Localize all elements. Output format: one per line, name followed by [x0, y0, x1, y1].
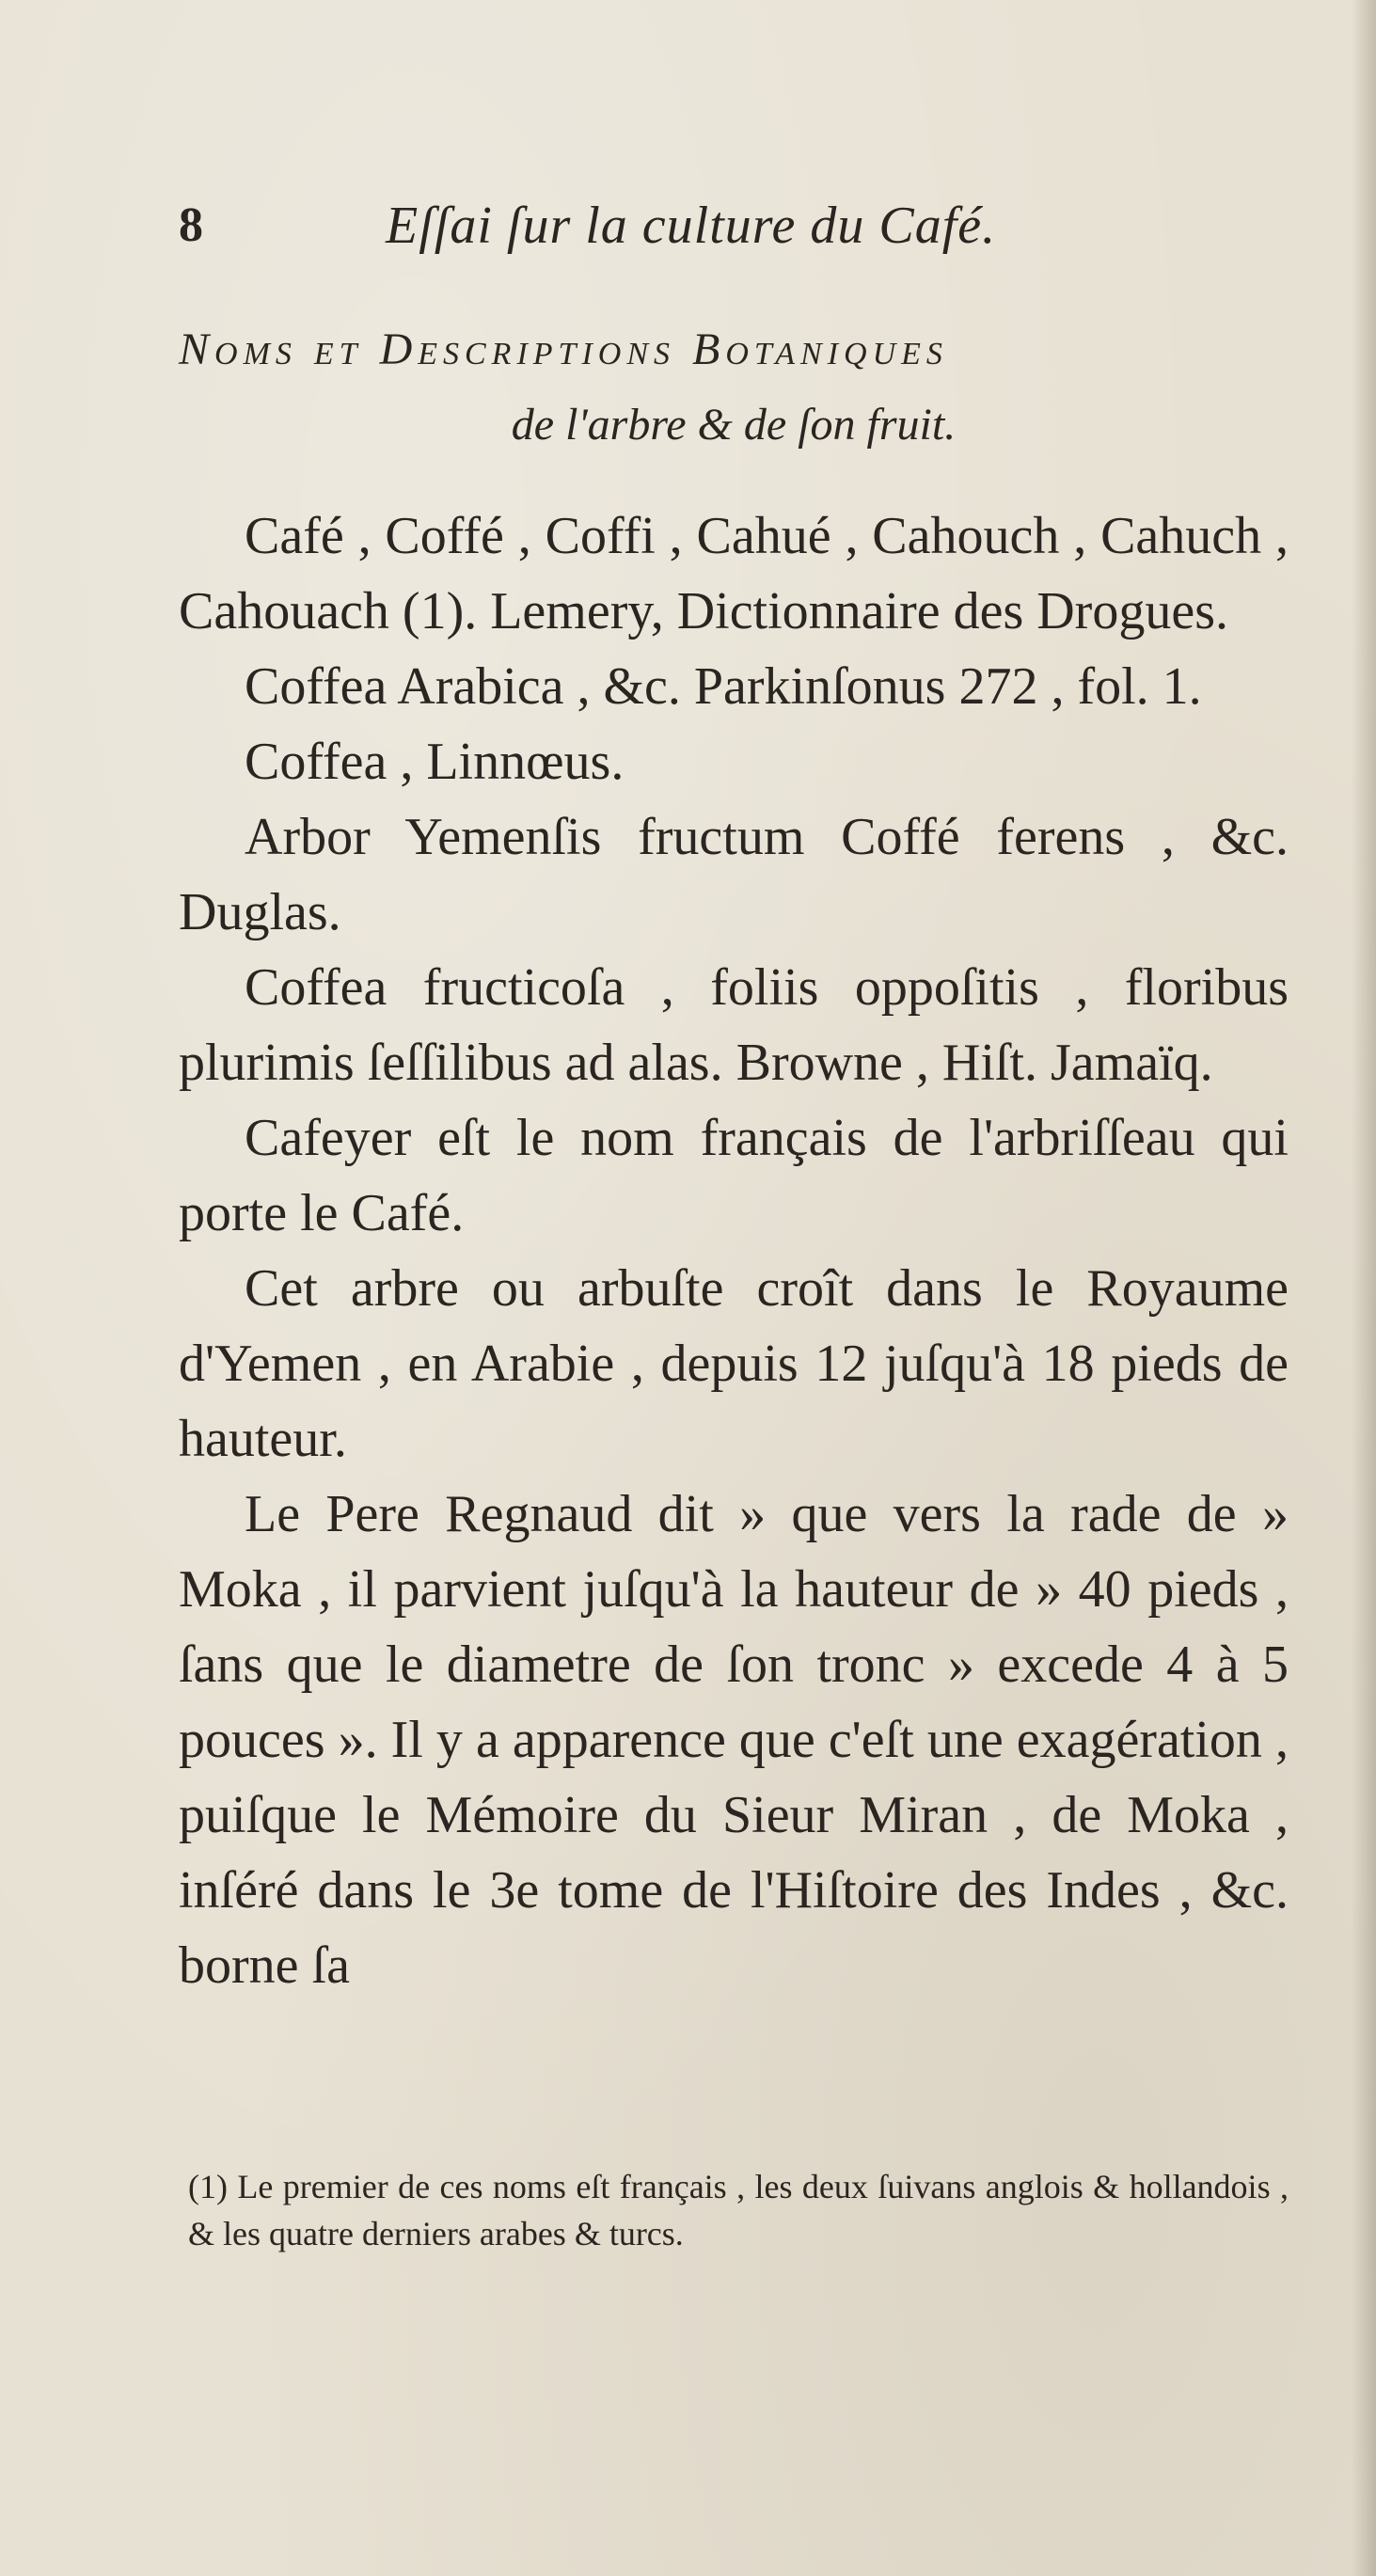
paragraph-yemen: Cet arbre ou arbuſte croît dans le Royaume d'Yemen , en Arabie , depuis 12 juſqu'à 18 pieds de hauteur.: [179, 1259, 1289, 1468]
page-edge-shadow: [1352, 0, 1376, 2576]
footnote: [188, 2163, 1289, 2257]
page-header: [179, 193, 1307, 259]
paragraph-cafeyer: Cafeyer eſt le nom français de l'arbriſſeau qui porte le Café.: [179, 1109, 1289, 1242]
running-head: Eſſai ſur la culture du Café.: [386, 197, 997, 255]
paragraph-regnaud: Le Pere Regnaud dit » que vers la rade de » Moka , il parvient juſqu'à la hauteur de » 40 pieds , ſans que le diametre de ſon tronc » excede 4 à 5 pouces ». Il y a apparence que c'eſt une exagération , puiſque le Mémoire du Sieur Miran , de Moka , inſéré dans le 3e tome de l'Hiſtoire des Indes , &c. borne ſa: [179, 1485, 1289, 1995]
paragraph-parkinson: Coffea Arabica , &c. Parkinſonus 272 , fol. 1.: [245, 657, 1202, 716]
section-subtitle: de l'arbre & de ſon fruit.: [511, 400, 957, 450]
footnote-text: (1) Le premier de ces noms eſt français , les deux ſuivans anglois & hollandois , & les quatre derniers arabes & turcs.: [188, 2168, 1289, 2252]
paragraph-linnaeus: Coffea , Linnœus.: [245, 733, 625, 791]
page-number: 8: [179, 198, 203, 252]
paragraph-duglas: Arbor Yemenſis fructum Coffé ferens , &c. Duglas.: [179, 808, 1289, 941]
body-text: [179, 498, 1289, 2003]
section-title: Noms et Descriptions Botaniques: [179, 324, 948, 374]
paragraph-names: Café , Coffé , Coffi , Cahué , Cahouch , Cahuch , Cahouach (1). Lemery, Dictionnaire des Drogues.: [179, 507, 1289, 640]
paragraph-browne: Coffea fructicoſa , foliis oppoſitis , floribus plurimis ſeſſilibus ad alas. Browne , Hiſt. Jamaïq.: [179, 958, 1289, 1092]
